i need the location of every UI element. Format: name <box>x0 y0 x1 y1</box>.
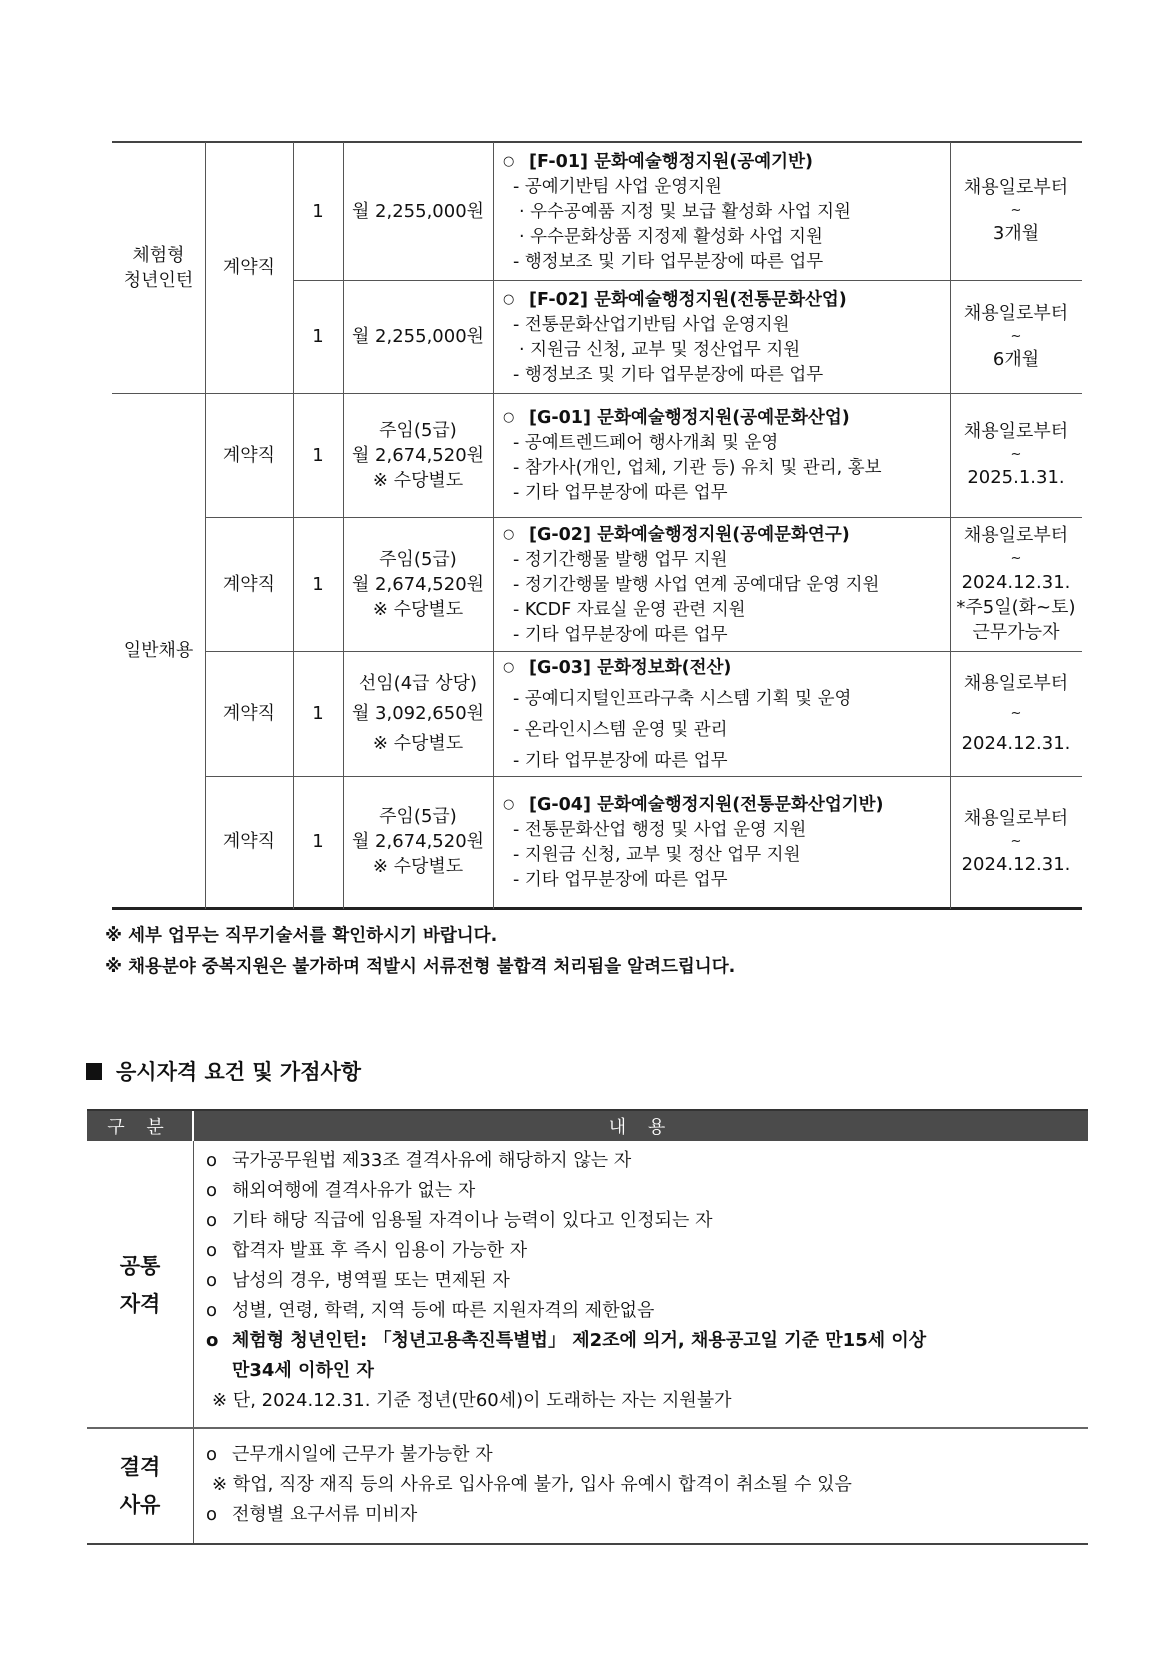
section-title <box>86 1056 361 1086</box>
disqualification-list <box>206 1440 852 1530</box>
pay-line: 주임(5급) <box>379 548 457 570</box>
period-cell <box>950 651 1082 776</box>
category-disqualification <box>87 1428 193 1544</box>
period-line: ~ <box>1010 551 1022 566</box>
table-bottom-rule <box>87 1543 1088 1545</box>
requirement-note: ※ 단, 2024.12.31. 기준 정년(만60세)이 도래하는 자는 지원불가 <box>212 1390 732 1411</box>
requirement-item: o 합격자 발표 후 즉시 임용이 가능한 자 <box>206 1236 926 1266</box>
period-line: 채용일로부터 <box>963 525 1069 546</box>
section-title-text: 응시자격 요건 및 가점사항 <box>116 1060 362 1084</box>
period-line: 2024.12.31. <box>961 572 1071 593</box>
header-label: 내 용 <box>608 1117 674 1138</box>
period-line: ~ <box>1010 833 1022 849</box>
period-line: 2024.12.31. <box>961 853 1071 875</box>
count-cell <box>293 651 343 776</box>
pay-cell <box>343 280 493 393</box>
period-cell <box>950 280 1082 393</box>
period-line: 채용일로부터 <box>963 807 1069 829</box>
count: 1 <box>312 444 324 466</box>
category-label: 공통 <box>119 1253 161 1278</box>
duty-title: ○ [G-04] 문화예술행정지원(전통문화산업기반) <box>503 792 950 818</box>
pay-line: 월 3,092,650원 <box>351 702 485 724</box>
disqualification-item: o 근무개시일에 근무가 불가능한 자 <box>206 1440 852 1470</box>
duty-line: - 기타 업무분장에 따른 업무 <box>513 624 728 645</box>
duty-line: · 우수문화상품 지정제 활성화 사업 지원 <box>519 226 823 247</box>
disqualification-item: o 전형별 요구서류 미비자 <box>206 1500 852 1530</box>
header-label: 구 분 <box>107 1117 172 1138</box>
employment-type: 계약직 <box>222 703 276 724</box>
duty-cell <box>493 518 950 651</box>
period-line: ~ <box>1010 705 1022 721</box>
count-cell <box>293 776 343 907</box>
count-cell <box>293 280 343 393</box>
duty-line: - KCDF 자료실 운영 관련 지원 <box>513 599 746 620</box>
category-label: 자격 <box>119 1291 161 1316</box>
requirement-item: o 성별, 연령, 학력, 지역 등에 따른 지원자격의 제한없음 <box>206 1296 926 1326</box>
pay-line: ※ 수당별도 <box>372 469 464 491</box>
pay-line: 주임(5급) <box>379 806 457 827</box>
count: 1 <box>312 200 324 222</box>
duty-line: - 참가사(개인, 업체, 기관 등) 유치 및 관리, 홍보 <box>513 458 882 478</box>
category-label: 일반채용 <box>123 640 194 661</box>
col-divider <box>193 1141 194 1544</box>
period-line: 채용일로부터 <box>963 421 1069 442</box>
requirement-item: o 남성의 경우, 병역필 또는 면제된 자 <box>206 1266 926 1296</box>
period-line: 2024.12.31. <box>961 732 1071 754</box>
pay-line: 월 2,255,000원 <box>351 326 485 347</box>
employment-type: 계약직 <box>222 831 276 852</box>
employment-type: 계약직 <box>222 573 276 595</box>
duty-line: - 지원금 신청, 교부 및 정산 업무 지원 <box>513 844 801 865</box>
duty-line: - 전통문화산업 행정 및 사업 운영 지원 <box>513 819 807 840</box>
duty-line: - 기타 업무분장에 따른 업무 <box>513 869 728 890</box>
pay-cell <box>343 651 493 776</box>
pay-cell <box>343 393 493 517</box>
employment-type: 계약직 <box>222 257 276 278</box>
pay-line: 선임(4급 상당) <box>358 672 478 694</box>
row-divider <box>87 1427 1088 1429</box>
period-line: ~ <box>1010 447 1022 462</box>
duty-title: ○ [G-03] 문화정보화(전산) <box>503 652 950 684</box>
duty-cell <box>493 281 950 393</box>
requirement-item-continued: 만34세 이하인 자 <box>232 1360 374 1381</box>
period-line: 채용일로부터 <box>963 302 1069 324</box>
period-line: 3개월 <box>992 223 1040 244</box>
employment-type: 계약직 <box>222 444 276 466</box>
duty-line: - 온라인시스템 운영 및 관리 <box>513 719 728 740</box>
pay-line: 월 2,674,520원 <box>351 444 485 466</box>
pay-cell <box>343 142 493 280</box>
pay-line: 월 2,674,520원 <box>351 573 485 595</box>
period-cell <box>950 776 1082 907</box>
count: 1 <box>312 326 324 347</box>
requirement-item-intern-age: o 체험형 청년인턴: 「청년고용촉진특별법」 제2조에 의거, 채용공고일 기준 만15세 이상 <box>206 1326 926 1356</box>
note-no-duplicate-apply: ※ 채용분야 중복지원은 불가하며 적발시 서류전형 불합격 처리됨을 알려드립니다. <box>105 957 736 977</box>
duty-line: - 행정보조 및 기타 업무분장에 따른 업무 <box>513 251 824 272</box>
requirement-list <box>206 1146 926 1416</box>
period-line: *주5일(화~토) <box>956 597 1076 618</box>
category-label: 사유 <box>119 1493 161 1517</box>
count: 1 <box>312 831 324 852</box>
period-line: 근무가능자 <box>972 622 1060 643</box>
duty-title: ○ [G-02] 문화예술행정지원(공예문화연구) <box>503 522 950 548</box>
duty-line: - 행정보조 및 기타 업무분장에 따른 업무 <box>513 364 824 385</box>
duty-line: · 지원금 신청, 교부 및 정산업무 지원 <box>519 339 801 360</box>
duty-line: - 기타 업무분장에 따른 업무 <box>513 483 728 503</box>
duty-line: - 공예기반팀 사업 운영지원 <box>513 176 722 197</box>
period-line: ~ <box>1010 203 1022 218</box>
requirement-item: o 해외여행에 결격사유가 없는 자 <box>206 1176 926 1206</box>
period-line: 채용일로부터 <box>963 672 1069 694</box>
category-label: 체험형 <box>132 244 185 266</box>
employment-type-cell <box>205 393 293 517</box>
disqualification-note: ※ 학업, 직장 재직 등의 사유로 입사유예 불가, 입사 유예시 합격이 취소될 수 있음 <box>212 1474 852 1495</box>
employment-type-cell <box>205 651 293 776</box>
employment-type-cell <box>205 142 293 393</box>
category-cell-general <box>112 393 205 908</box>
period-line: 채용일로부터 <box>963 177 1069 198</box>
period-cell <box>950 142 1082 280</box>
period-cell <box>950 393 1082 517</box>
employment-type-cell <box>205 517 293 651</box>
category-common-qualification <box>87 1141 193 1428</box>
duty-title: ○ [F-02] 문화예술행정지원(전통문화산업) <box>503 287 950 313</box>
header-col-content <box>194 1111 1088 1141</box>
duty-cell <box>493 394 950 517</box>
table-bottom-rule <box>112 907 1082 910</box>
pay-line: ※ 수당별도 <box>372 732 464 754</box>
duty-title: ○ [F-01] 문화예술행정지원(공예기반) <box>503 149 950 175</box>
duty-line: - 정기간행물 발행 업무 지원 <box>513 549 728 570</box>
count: 1 <box>312 573 324 595</box>
duty-line: - 공예트렌드페어 행사개최 및 운영 <box>513 433 779 453</box>
duty-cell <box>493 777 950 907</box>
employment-type-cell <box>205 776 293 907</box>
duty-line: - 전통문화산업기반팀 사업 운영지원 <box>513 314 790 335</box>
duty-line: - 공예디지털인프라구축 시스템 기획 및 운영 <box>513 688 852 709</box>
period-line: ~ <box>1010 328 1022 344</box>
category-label: 청년인턴 <box>123 269 194 291</box>
duty-line: - 정기간행물 발행 사업 연계 공예대담 운영 지원 <box>513 574 880 595</box>
pay-line: 월 2,674,520원 <box>351 831 485 852</box>
count-cell <box>293 517 343 651</box>
pay-line: ※ 수당별도 <box>372 856 464 877</box>
note-detail-duties: ※ 세부 업무는 직무기술서를 확인하시기 바랍니다. <box>105 926 498 946</box>
square-bullet-icon <box>86 1063 102 1080</box>
duty-line: - 기타 업무분장에 따른 업무 <box>513 750 728 771</box>
duty-cell <box>493 652 950 776</box>
period-line: 6개월 <box>992 348 1040 370</box>
count-cell <box>293 142 343 280</box>
header-col-category <box>87 1111 192 1141</box>
duty-line: · 우수공예품 지정 및 보급 활성화 사업 지원 <box>519 201 851 222</box>
category-label: 결격 <box>119 1455 161 1479</box>
pay-line: 월 2,255,000원 <box>351 200 485 222</box>
pay-cell <box>343 517 493 651</box>
period-line: 2025.1.31. <box>967 467 1065 488</box>
category-cell-intern <box>112 142 205 393</box>
period-cell <box>950 517 1082 651</box>
count-cell <box>293 393 343 517</box>
pay-cell <box>343 776 493 907</box>
pay-line: 주임(5급) <box>379 419 457 441</box>
duty-cell <box>493 143 950 280</box>
requirement-item: o 기타 해당 직급에 임용될 자격이나 능력이 있다고 인정되는 자 <box>206 1206 926 1236</box>
count: 1 <box>312 703 324 724</box>
pay-line: ※ 수당별도 <box>372 598 464 620</box>
duty-title: ○ [G-01] 문화예술행정지원(공예문화산업) <box>503 405 950 431</box>
requirement-item: o 국가공무원법 제33조 결격사유에 해당하지 않는 자 <box>206 1146 926 1176</box>
